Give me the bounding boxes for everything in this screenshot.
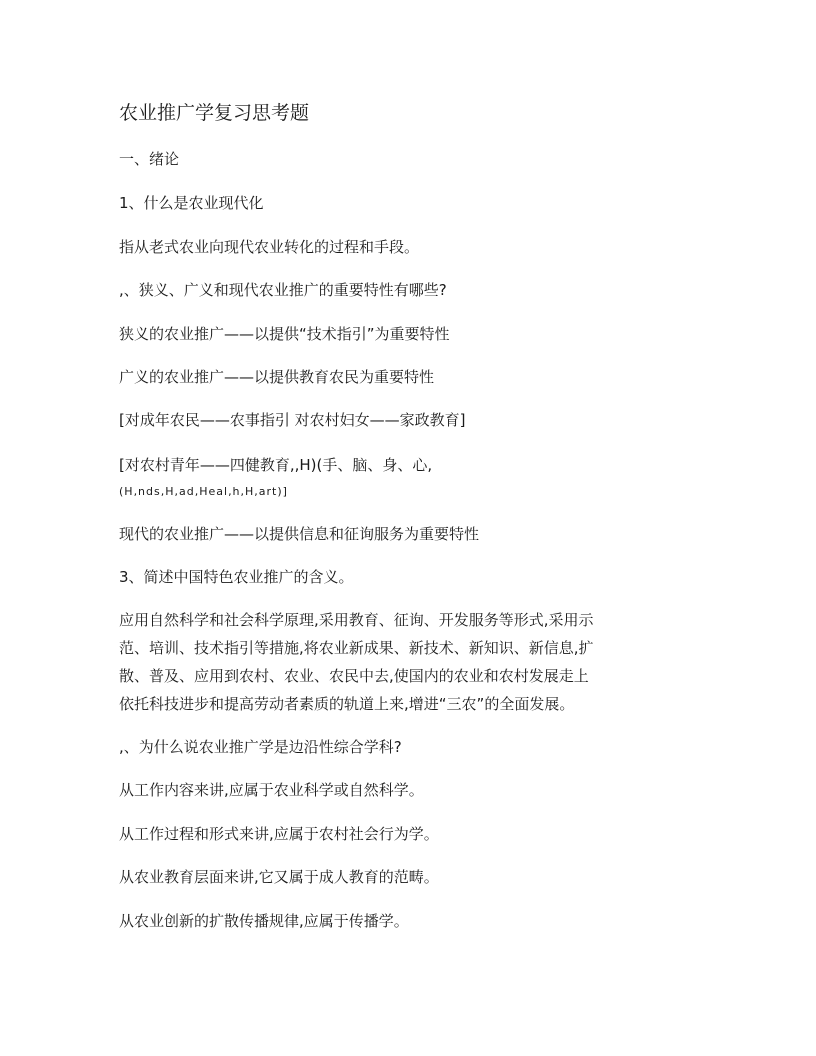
answer-2-adults: [对成年农民——农事指引 对农村妇女——家政教育] — [119, 411, 466, 429]
answer-2-broad: 广义的农业推广——以提供教育农民为重要特性 — [119, 368, 435, 386]
answer-3-line: 散、普及、应用到农村、农业、农民中去,使国内的农业和农村发展走上 — [119, 667, 589, 685]
answer-2-youth-note: (H,nds,H,ad,Heal,h,H,art)] — [119, 485, 288, 498]
answer-3-line: 范、培训、技术指引等措施,将农业新成果、新技术、新知识、新信息,扩 — [119, 639, 594, 657]
answer-4-content: 从工作内容来讲,应属于农业科学或自然科学。 — [119, 781, 424, 799]
section-heading: 一、绪论 — [119, 150, 180, 168]
answer-4-process: 从工作过程和形式来讲,应属于农村社会行为学。 — [119, 825, 439, 843]
question-2: ,、狭义、广义和现代农业推广的重要特性有哪些? — [119, 281, 447, 299]
question-4: ,、为什么说农业推广学是边沿性综合学科? — [119, 738, 402, 756]
answer-3-line: 应用自然科学和社会科学原理,采用教育、征询、开发服务等形式,采用示 — [119, 611, 594, 629]
question-1: 1、什么是农业现代化 — [119, 194, 264, 212]
answer-4-education: 从农业教育层面来讲,它又属于成人教育的范畴。 — [119, 868, 439, 886]
answer-2-narrow: 狭义的农业推广——以提供“技术指引”为重要特性 — [119, 325, 450, 343]
answer-3-line: 依托科技进步和提高劳动者素质的轨道上来,增进“三农”的全面发展。 — [119, 695, 575, 713]
answer-2-youth: [对农村青年——四健教育,,H)(手、脑、身、心, — [119, 456, 433, 474]
document-title: 农业推广学复习思考题 — [119, 102, 310, 124]
answer-4-communication: 从农业创新的扩散传播规律,应属于传播学。 — [119, 912, 409, 930]
answer-3-paragraph — [119, 606, 699, 718]
answer-1: 指从老式农业向现代农业转化的过程和手段。 — [119, 238, 420, 256]
question-3: 3、简述中国特色农业推广的含义。 — [119, 568, 354, 586]
answer-2-modern: 现代的农业推广——以提供信息和征询服务为重要特性 — [119, 525, 480, 543]
